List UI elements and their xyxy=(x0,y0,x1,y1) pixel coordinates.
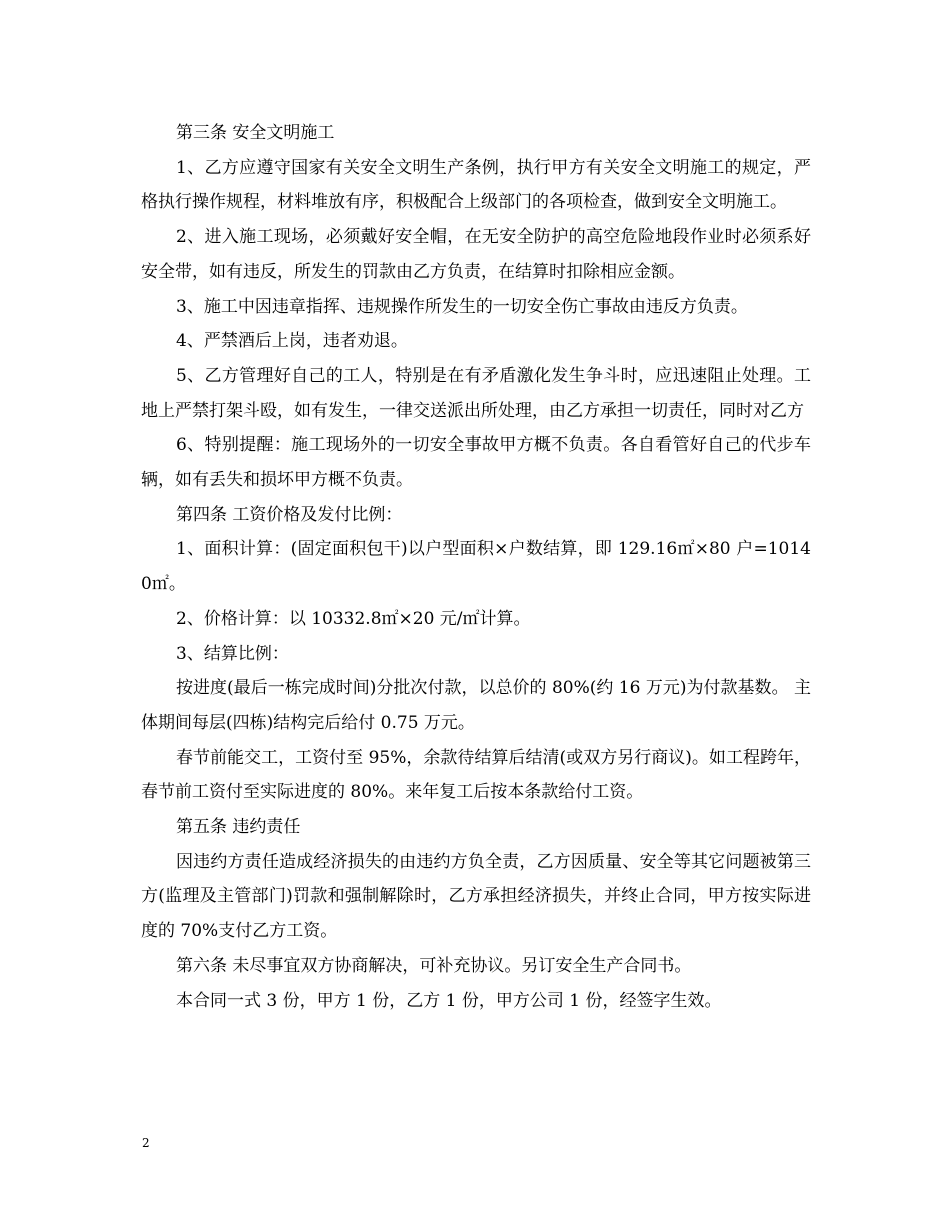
page-number: 2 xyxy=(142,1136,150,1150)
article-3-clause-6: 6、特别提醒：施工现场外的一切安全事故甲方概不负责。各自看管好自己的代步车辆，如有丢失和损坏甲方概不负责。 xyxy=(141,435,811,491)
article-4-clause-2: 2、价格计算：以 10332.8㎡×20 元/㎡计算。 xyxy=(176,608,531,629)
article-4-spring-festival: 春节前能交工，工资付至 95%，余款待结算后结清(或双方另行商议)。如工程跨年，春节前工资付至实际进度的 80%。来年复工后按本条款给付工资。 xyxy=(141,747,811,803)
article-3-clause-3: 3、施工中因违章指挥、违规操作所发生的一切安全伤亡事故由违反方负责。 xyxy=(176,296,748,317)
article-4-heading: 第四条 工资价格及发付比例： xyxy=(176,504,403,525)
article-4-clause-1: 1、面积计算：(固定面积包干)以户型面积×户数结算，即 129.16㎡×80 户=10140㎡。 xyxy=(141,539,811,595)
article-3-clause-5: 5、乙方管理好自己的工人，特别是在有矛盾激化发生争斗时，应迅速阻止处理。工地上严禁打架斗殴，如有发生，一律交送派出所处理，由乙方承担一切责任，同时对乙方 xyxy=(141,365,811,421)
article-3-clause-1: 1、乙方应遵守国家有关安全文明生产条例，执行甲方有关安全文明施工的规定，严格执行操作规程，材料堆放有序，积极配合上级部门的各项检查，做到安全文明施工。 xyxy=(141,157,811,213)
article-5-heading: 第五条 违约责任 xyxy=(176,817,301,838)
article-5-body: 因违约方责任造成经济损失的由违约方负全责，乙方因质量、安全等其它问题被第三方(监理及主管部门)罚款和强制解除时，乙方承担经济损失，并终止合同，甲方按实际进度的 70%支付乙方工资。 xyxy=(141,851,811,942)
document-body xyxy=(141,116,811,1018)
article-3-clause-4: 4、严禁酒后上岗，违者劝退。 xyxy=(176,331,408,352)
copies-clause: 本合同一式 3 份，甲方 1 份，乙方 1 份，甲方公司 1 份，经签字生效。 xyxy=(176,990,722,1011)
article-3-heading: 第三条 安全文明施工 xyxy=(176,123,335,143)
article-3-clause-2: 2、进入施工现场，必须戴好安全帽，在无安全防护的高空危险地段作业时必须系好安全带，如有违反，所发生的罚款由乙方负责，在结算时扣除相应金额。 xyxy=(141,227,811,282)
article-4-payment-schedule: 按进度(最后一栋完成时间)分批次付款，以总价的 80%(约 16 万元)为付款基数。 主体期间每层(四栋)结构完后给付 0.75 万元。 xyxy=(141,678,811,733)
article-4-clause-3: 3、结算比例： xyxy=(176,643,289,664)
article-6: 第六条 未尽事宜双方协商解决，可补充协议。另订安全生产合同书。 xyxy=(176,955,692,976)
